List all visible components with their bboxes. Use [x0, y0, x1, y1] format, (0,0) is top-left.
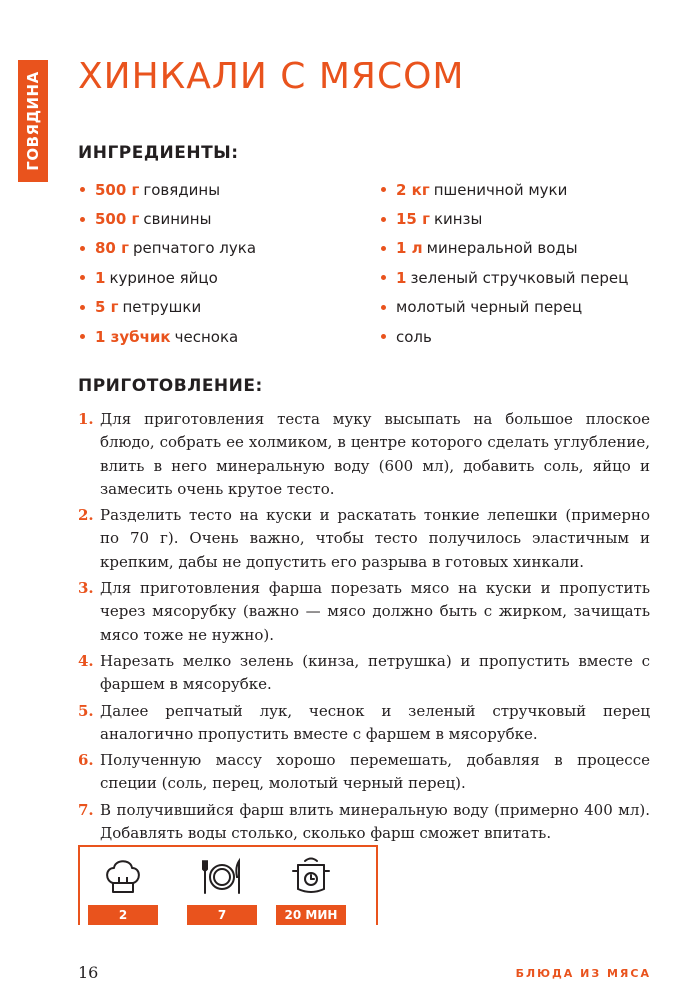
step-number: 3.	[78, 579, 94, 598]
bullet-icon	[381, 305, 386, 310]
step-number: 4.	[78, 651, 94, 670]
bullet-icon	[381, 246, 386, 251]
ingredient-item	[80, 322, 256, 351]
servings-info	[187, 847, 257, 925]
bullet-icon	[381, 217, 386, 222]
bullet-icon	[80, 334, 85, 339]
section-tab-label: ГОВЯДИНА	[24, 71, 42, 171]
chef-hat-icon	[102, 853, 144, 897]
recipe-title: ХИНКАЛИ С МЯСОМ	[78, 56, 465, 97]
ingredient-item	[381, 322, 628, 351]
ingredients-list-right	[381, 175, 628, 351]
ingredient-name: чеснока	[174, 327, 239, 346]
ingredient-item	[80, 175, 256, 204]
servings-badge: 7	[187, 905, 257, 925]
step-item	[78, 504, 650, 574]
ingredient-name: кинзы	[433, 210, 483, 229]
bullet-icon	[381, 334, 386, 339]
ingredient-item	[80, 234, 256, 263]
recipe-info-box	[78, 845, 378, 925]
ingredient-name: куриное яйцо	[109, 268, 218, 287]
step-number: 6.	[78, 751, 94, 770]
step-item	[78, 700, 650, 747]
bullet-icon	[80, 217, 85, 222]
difficulty-badge: 2	[88, 905, 158, 925]
ingredient-name: соль	[396, 327, 432, 346]
ingredient-qty: 5 г	[95, 298, 119, 317]
ingredient-qty: 80 г	[95, 239, 129, 258]
plate-cutlery-icon	[201, 853, 243, 897]
ingredient-qty: 500 г	[95, 210, 140, 229]
difficulty-info	[88, 847, 158, 925]
preparation-heading: ПРИГОТОВЛЕНИЕ:	[78, 376, 263, 396]
step-text: Для приготовления теста муку высыпать на большое плоское блюдо, собрать ее холмиком, в центре которого сделать углубление, влить в него минеральную воду (600 мл), добавить соль, яйцо и замесить очень крутое тесто.	[100, 410, 650, 498]
ingredient-name: репчатого лука	[132, 239, 257, 258]
footer-section-label: БЛЮДА ИЗ МЯСА	[515, 967, 651, 980]
ingredient-qty: 1	[95, 268, 106, 287]
section-tab	[18, 60, 48, 182]
ingredient-qty: 15 г	[396, 210, 430, 229]
step-item	[78, 799, 650, 846]
step-number: 1.	[78, 410, 94, 428]
step-number: 5.	[78, 701, 94, 720]
step-text: В получившийся фарш влить минеральную воду (примерно 400 мл). Добавлять воды столько, сколько фарш сможет впитать.	[100, 800, 650, 843]
ingredient-qty: 1	[396, 268, 407, 287]
ingredient-qty: 500 г	[95, 180, 140, 199]
ingredient-name: петрушки	[122, 298, 202, 317]
ingredient-name: пшеничной муки	[433, 180, 568, 199]
step-number: 2.	[78, 506, 94, 525]
bullet-icon	[80, 275, 85, 280]
ingredient-item	[80, 293, 256, 322]
step-text: Разделить тесто на куски и раскатать тонкие лепешки (примерно по 70 г). Очень важно, чтобы тесто получилось эластичным и крепким, дабы не допустить его разрыва в готовых хинкали.	[100, 506, 650, 571]
bullet-icon	[80, 187, 85, 192]
time-badge: 20 МИН	[276, 905, 346, 925]
ingredient-name: говядины	[143, 180, 221, 199]
ingredient-item	[381, 293, 628, 322]
ingredient-name: свинины	[143, 210, 212, 229]
step-number: 7.	[78, 800, 94, 819]
ingredient-item	[381, 263, 628, 292]
ingredient-name: молотый черный перец	[396, 298, 583, 317]
ingredient-item	[80, 263, 256, 292]
step-item	[78, 749, 650, 796]
ingredient-qty: 1 л	[396, 239, 423, 258]
ingredient-item	[80, 204, 256, 233]
bullet-icon	[80, 246, 85, 251]
step-text: Далее репчатый лук, чеснок и зеленый стручковый перец аналогично пропустить вместе с фаршем в мясорубке.	[100, 701, 650, 743]
ingredient-name: зеленый стручковый перец	[410, 268, 629, 287]
ingredient-name: минеральной воды	[426, 239, 578, 258]
step-item	[78, 650, 650, 697]
bullet-icon	[381, 275, 386, 280]
ingredients-heading: ИНГРЕДИЕНТЫ:	[78, 143, 239, 163]
ingredient-qty: 1 зубчик	[95, 327, 171, 346]
ingredient-item	[381, 234, 628, 263]
ingredients-list-left	[80, 175, 256, 351]
ingredient-item	[381, 175, 628, 204]
bullet-icon	[381, 187, 386, 192]
time-info	[276, 847, 346, 925]
cooking-pot-timer-icon	[290, 853, 332, 897]
page-number: 16	[78, 963, 99, 982]
step-item	[78, 577, 650, 647]
preparation-steps	[78, 408, 650, 848]
step-text: Полученную массу хорошо перемешать, добавляя в процессе специи (соль, перец, молотый черный перец).	[100, 751, 650, 793]
ingredient-item	[381, 204, 628, 233]
step-text: Для приготовления фарша порезать мясо на куски и пропустить через мясорубку (важно — мясо должно быть с жирком, зачищать мясо тоже не нужно).	[100, 579, 650, 644]
step-item	[78, 408, 650, 501]
step-text: Нарезать мелко зелень (кинза, петрушка) и пропустить вместе с фаршем в мясорубке.	[100, 651, 650, 694]
bullet-icon	[80, 305, 85, 310]
ingredient-qty: 2 кг	[396, 180, 430, 199]
